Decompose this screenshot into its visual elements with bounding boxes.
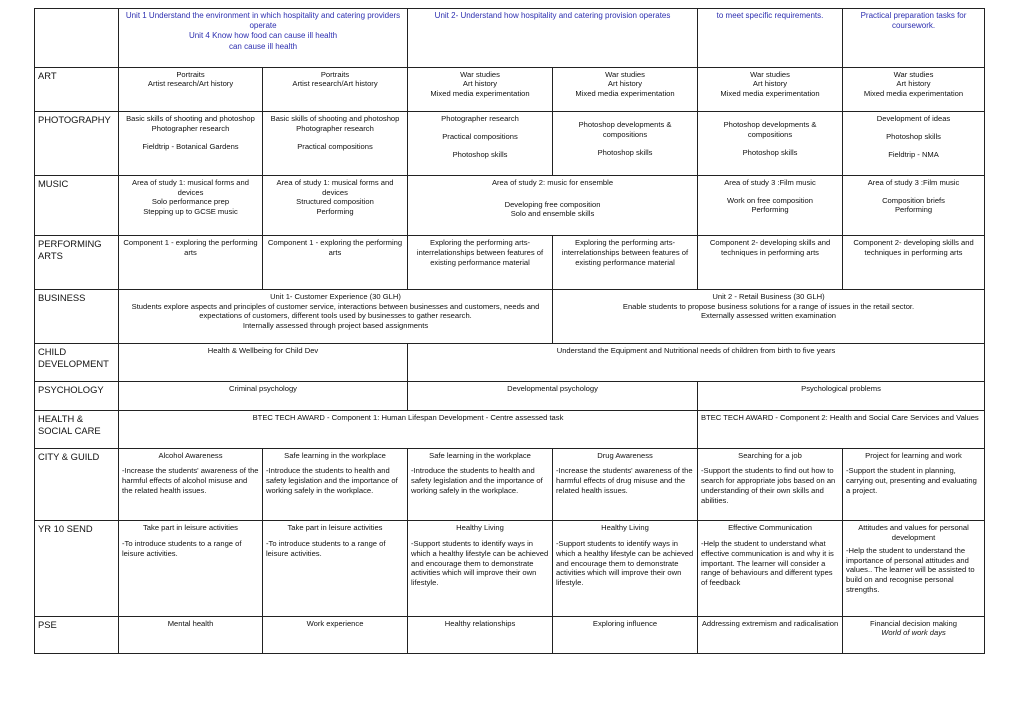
- subject-pse: PSE: [35, 616, 119, 653]
- photo-c3-l1: Photographer research: [441, 114, 519, 124]
- header-practical: Practical preparation tasks for coursework.: [843, 9, 985, 68]
- send-c4-body: -Support students to identify ways in which a healthy lifestyle can be achieved and encourage them to demonstrate activities which will improve their own lifestyle.: [556, 539, 694, 588]
- header-specific: to meet specific requirements.: [698, 9, 843, 68]
- cg-c4-body: -Increase the students' awareness of the harmful effects of drug misuse and the related health issues.: [556, 466, 693, 495]
- music-c5-l3: Performing: [751, 205, 789, 215]
- hsc-left: BTEC TECH AWARD - Component 1: Human Lifespan Development - Centre assessed task: [119, 411, 698, 448]
- child-right: Understand the Equipment and Nutritional needs of children from birth to five years: [408, 343, 985, 381]
- art-cell-6: [843, 67, 985, 111]
- music-c2-l2: Structured composition: [296, 197, 374, 207]
- business-unit1: [119, 290, 553, 344]
- music-c6-l2: Composition briefs: [882, 195, 945, 205]
- cg-cell-6: [843, 448, 985, 521]
- subject-business: BUSINESS: [35, 290, 119, 344]
- cg-c2-body: -Introduce the students to health and safety legislation and the importance of working safely in the workplace.: [266, 466, 398, 495]
- art-c2-l1: Portraits: [320, 69, 350, 79]
- row-health-social-care: [35, 411, 985, 448]
- art-c6-l3: Mixed media experimentation: [863, 89, 964, 99]
- music-c34-l1: Area of study 2: music for ensemble: [491, 177, 614, 187]
- send-cell-5: [698, 521, 843, 616]
- art-cell-5: [698, 67, 843, 111]
- subject-performing-arts: PERFORMING ARTS: [35, 236, 119, 290]
- photo-c6-l1: Development of ideas: [876, 114, 951, 124]
- art-c5-l2: Art history: [752, 79, 788, 89]
- business-unit2-assess: Externally assessed written examination: [700, 311, 837, 321]
- art-cell-2: [263, 67, 408, 111]
- row-pse: [35, 616, 985, 653]
- music-c34-l3: Solo and ensemble skills: [510, 209, 595, 219]
- send-c1-title: Take part in leisure activities: [143, 523, 238, 533]
- header-unit4-tail: can cause ill health: [228, 41, 298, 51]
- row-art: [35, 67, 985, 111]
- cg-c1-title: Alcohol Awareness: [158, 450, 223, 460]
- send-cell-3: [408, 521, 553, 616]
- send-c5-title: Effective Communication: [728, 523, 812, 533]
- photo-c6-l3: Fieldtrip - NMA: [888, 149, 939, 159]
- art-c6-l1: War studies: [893, 69, 934, 79]
- cg-c5-body: -Support the students to find out how to search for appropriate jobs based on an understanding of their own skills and abilities.: [701, 466, 836, 505]
- art-c4-l2: Art history: [607, 79, 643, 89]
- header-unit1: Unit 1 Understand the environment in which hospitality and catering providers operate: [125, 11, 401, 31]
- header-corner: [35, 9, 119, 68]
- send-c2-title: Take part in leisure activities: [287, 523, 383, 533]
- row-city-guild: [35, 448, 985, 521]
- cg-c3-title: Safe learning in the workplace: [429, 450, 531, 460]
- music-c34-l2: Developing free composition: [504, 199, 601, 209]
- header-unit2: Unit 2- Understand how hospitality and catering provision operates: [408, 9, 698, 68]
- art-c3-l1: War studies: [460, 69, 500, 79]
- psychology-a: Criminal psychology: [119, 382, 408, 411]
- music-c5-l1: Area of study 3 :Film music: [724, 177, 816, 187]
- header-row: [35, 9, 985, 68]
- row-psychology: [35, 382, 985, 411]
- photo-c1-l3: Fieldtrip - Botanical Gardens: [142, 141, 239, 151]
- business-unit1-title: Unit 1- Customer Experience (30 GLH): [270, 292, 401, 302]
- row-business: [35, 290, 985, 344]
- send-c3-title: Healthy Living: [456, 523, 504, 533]
- cg-c3-body: -Introduce the students to health and safety legislation and the importance of working safely in the workplace.: [411, 466, 543, 495]
- art-c3-l2: Art history: [462, 79, 498, 89]
- row-music: [35, 175, 985, 236]
- cg-cell-2: [263, 448, 408, 521]
- header-unit1-4: [119, 9, 408, 68]
- art-cell-3: [408, 67, 553, 111]
- send-c3-body: -Support students to identify ways in which a healthy lifestyle can be achieved and encourage them to demonstrate activities which will improve their own lifestyle.: [411, 539, 549, 588]
- subject-yr10-send: YR 10 SEND: [35, 521, 119, 616]
- art-c4-l3: Mixed media experimentation: [575, 89, 675, 99]
- send-c1-body: -To introduce students to a range of leisure activities.: [122, 539, 242, 558]
- pa-cell-3: Exploring the performing arts- interrelationships between features of existing performance material: [408, 236, 553, 290]
- subject-music: MUSIC: [35, 175, 119, 236]
- row-child-development: [35, 343, 985, 381]
- music-cell-2: [263, 175, 408, 236]
- business-unit2-desc: Enable students to propose business solutions for a range of issues in the retail sector.: [622, 301, 915, 311]
- music-cell-1: [119, 175, 263, 236]
- row-performing-arts: [35, 236, 985, 290]
- photo-c1-l1: Basic skills of shooting and photoshop: [126, 114, 255, 124]
- pa-cell-6: Component 2- developing skills and techniques in performing arts: [843, 236, 985, 290]
- business-unit2: [553, 290, 985, 344]
- photo-cell-1: [119, 112, 263, 176]
- cg-cell-5: [698, 448, 843, 521]
- photo-cell-4: [553, 112, 698, 176]
- music-cell-34: [408, 175, 698, 236]
- send-c6-title: Attitudes and values for personal development: [858, 523, 969, 543]
- art-cell-1: [119, 67, 263, 111]
- cg-cell-4: [553, 448, 698, 521]
- send-cell-2: [263, 521, 408, 616]
- hsc-right: BTEC TECH AWARD - Component 2: Health and Social Care Services and Values: [698, 411, 985, 448]
- psychology-b: Developmental psychology: [408, 382, 698, 411]
- cg-c6-body: -Support the student in planning, carrying out, presenting and evaluating a project.: [846, 466, 977, 495]
- art-c1-l1: Portraits: [176, 69, 205, 79]
- subject-psychology: PSYCHOLOGY: [35, 382, 119, 411]
- photo-c4-l2: Photoshop skills: [597, 147, 653, 157]
- pse-c6-l1: Financial decision making: [870, 618, 957, 628]
- subject-health-social-care: HEALTH & SOCIAL CARE: [35, 411, 119, 448]
- subject-photography: PHOTOGRAPHY: [35, 112, 119, 176]
- pse-cell-4: Exploring influence: [553, 616, 698, 653]
- photo-cell-3: [408, 112, 553, 176]
- photo-c3-l2: Practical compositions: [442, 131, 518, 141]
- send-cell-4: [553, 521, 698, 616]
- send-cell-1: [119, 521, 263, 616]
- pse-c6-l2: World of work days: [881, 628, 946, 638]
- photo-c5-l2: Photoshop skills: [742, 147, 798, 157]
- photo-c3-l3: Photoshop skills: [452, 149, 508, 159]
- pse-cell-2: Work experience: [263, 616, 408, 653]
- subject-child-development: CHILD DEVELOPMENT: [35, 343, 119, 381]
- header-unit4: Unit 4 Know how food can cause ill health: [188, 31, 338, 41]
- photo-c2-l1: Basic skills of shooting and photoshop: [270, 114, 400, 124]
- row-photography: [35, 112, 985, 176]
- art-c5-l3: Mixed media experimentation: [720, 89, 820, 99]
- photo-c2-l3: Practical compositions: [297, 141, 373, 151]
- cg-c1-body: -Increase the students' awareness of the harmful effects of alcohol misuse and the related health issues.: [122, 466, 259, 495]
- music-cell-6: [843, 175, 985, 236]
- curriculum-table: [34, 8, 985, 654]
- pa-cell-1: Component 1 - exploring the performing arts: [119, 236, 263, 290]
- subject-city-guild: CITY & GUILD: [35, 448, 119, 521]
- business-unit2-title: Unit 2 - Retail Business (30 GLH): [712, 292, 825, 302]
- send-c5-body: -Help the student to understand what effective communication is and why it is important. The learner will consider a range of behaviours and different types of feedback: [701, 539, 834, 588]
- music-c1-l3: Stepping up to GCSE music: [143, 206, 238, 216]
- subject-art: ART: [35, 67, 119, 111]
- art-c5-l1: War studies: [750, 69, 790, 79]
- art-c4-l1: War studies: [605, 69, 645, 79]
- pse-cell-5: Addressing extremism and radicalisation: [698, 616, 843, 653]
- photo-c5-l1: Photoshop developments & compositions: [723, 120, 817, 139]
- photo-c4-l1: Photoshop developments & compositions: [578, 120, 672, 139]
- send-cell-6: [843, 521, 985, 616]
- cg-cell-3: [408, 448, 553, 521]
- music-c6-l3: Performing: [894, 205, 933, 215]
- pse-cell-1: Mental health: [119, 616, 263, 653]
- art-c6-l2: Art history: [896, 79, 931, 89]
- pa-cell-4: Exploring the performing arts- interrelationships between features of existing performance material: [553, 236, 698, 290]
- pse-cell-3: Healthy relationships: [408, 616, 553, 653]
- photo-cell-5: [698, 112, 843, 176]
- cg-cell-1: [119, 448, 263, 521]
- photo-c1-l2: Photographer research: [151, 123, 230, 133]
- art-c2-l2: Artist research/Art history: [292, 79, 378, 89]
- child-left: Health & Wellbeing for Child Dev: [119, 343, 408, 381]
- send-c2-body: -To introduce students to a range of leisure activities.: [266, 539, 386, 558]
- photo-cell-2: [263, 112, 408, 176]
- cg-c5-title: Searching for a job: [738, 450, 802, 460]
- art-c3-l3: Mixed media experimentation: [430, 89, 530, 99]
- psychology-c: Psychological problems: [698, 382, 985, 411]
- pa-cell-2: Component 1 - exploring the performing arts: [263, 236, 408, 290]
- music-c1-l1: Area of study 1: musical forms and devices: [132, 177, 249, 197]
- row-yr10-send: [35, 521, 985, 616]
- music-cell-5: [698, 175, 843, 236]
- photo-c6-l2: Photoshop skills: [886, 131, 941, 141]
- send-c6-body: -Help the student to understand the importance of personal attitudes and values.. The learner will be assisted to build on and recognise personal strengths.: [846, 545, 975, 594]
- pse-cell-6: [843, 616, 985, 653]
- art-cell-4: [553, 67, 698, 111]
- cg-c6-title: Project for learning and work: [865, 450, 962, 460]
- business-unit1-desc: Students explore aspects and principles of customer service, interactions between businesses and customers, needs and expectations of customers, different tools used by businesses to gather research.: [131, 301, 540, 321]
- art-c1-l2: Artist research/Art history: [147, 79, 234, 89]
- cg-c2-title: Safe learning in the workplace: [284, 450, 386, 460]
- music-c2-l3: Performing: [316, 206, 354, 216]
- music-c2-l1: Area of study 1: musical forms and devices: [276, 177, 394, 197]
- music-c6-l1: Area of study 3 :Film music: [867, 177, 960, 187]
- music-c5-l2: Work on free composition: [727, 195, 813, 205]
- photo-cell-6: [843, 112, 985, 176]
- photo-c2-l2: Photographer research: [296, 123, 374, 133]
- cg-c4-title: Drug Awareness: [597, 450, 653, 460]
- send-c4-title: Healthy Living: [601, 523, 649, 533]
- music-c1-l2: Solo performance prep: [151, 197, 230, 207]
- pa-cell-5: Component 2- developing skills and techniques in performing arts: [698, 236, 843, 290]
- business-unit1-assess: Internally assessed through project based assignments: [242, 321, 429, 331]
